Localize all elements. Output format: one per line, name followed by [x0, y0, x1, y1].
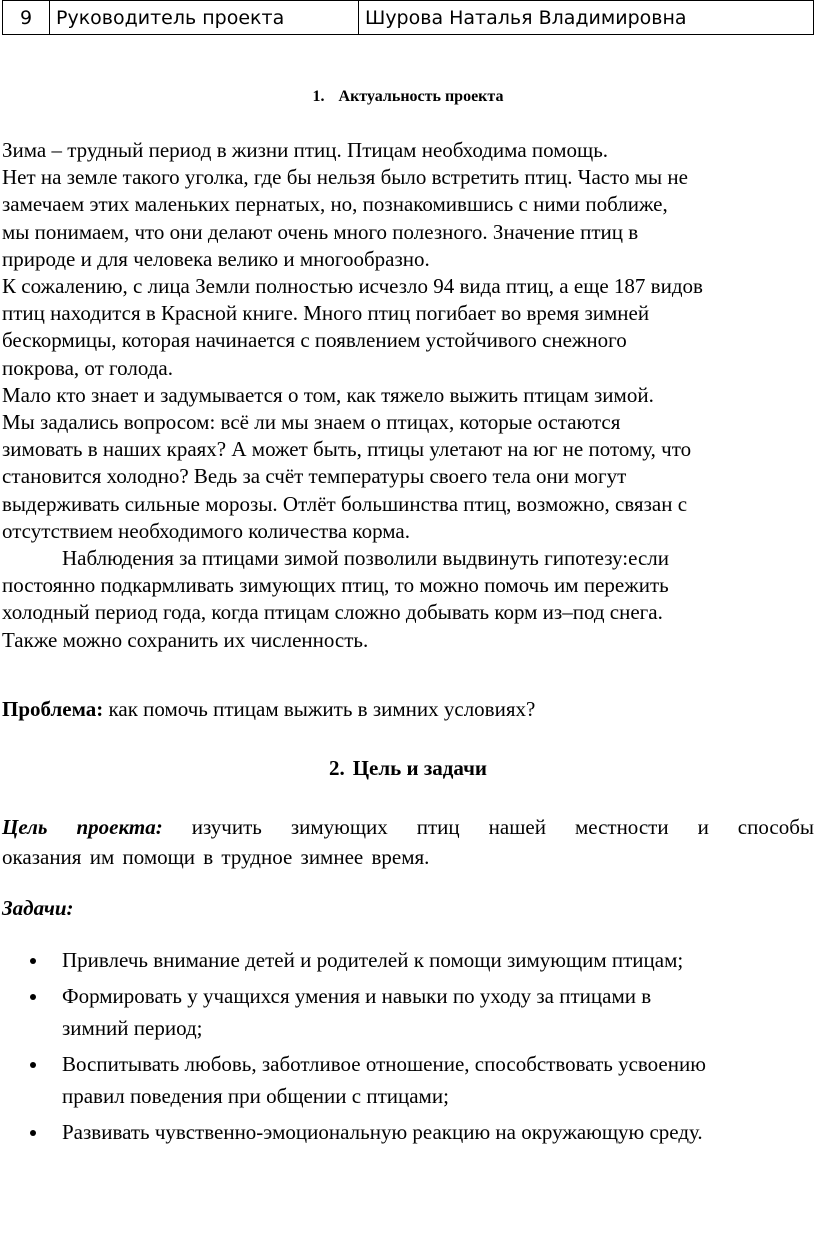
role-cell: Руководитель проекта [50, 1, 359, 35]
tasks-title: Задачи: [2, 896, 74, 920]
list-item [0, 1048, 816, 1112]
intro-line: Зима – трудный период в жизни птиц. Птицам необходима помощь. [2, 138, 609, 162]
task-line: зимний период; [62, 1016, 203, 1040]
intro-line: Мало кто знает и задумывается о том, как тяжело выжить птицам зимой. [2, 382, 654, 407]
section-1-heading [0, 88, 816, 106]
section-1-number: 1. [312, 88, 325, 105]
intro-line: бескормицы, которая начинается с появлением устойчивого снежного [2, 328, 627, 353]
intro-line: холодный период года, когда птицам сложно добывать корм из–под снега. [2, 600, 663, 625]
name-cell: Шурова Наталья Владимировна [359, 1, 814, 35]
intro-text [2, 137, 816, 654]
intro-line: становится холодно? Ведь за счёт температуры своего тела они могут [2, 464, 627, 489]
intro-line: выдерживать сильные морозы. Отлёт большинства птиц, возможно, связан с [2, 491, 688, 516]
goal-label: Цель проекта: [2, 815, 163, 839]
goal-line-1 [2, 812, 814, 842]
task-line: Развивать чувственно-эмоциональную реакцию на окружающую среду. [62, 1120, 703, 1144]
intro-line: К сожалению, с лица Земли полностью исчезло 94 вида птиц, а еще 187 видов [2, 274, 703, 299]
problem-statement [2, 697, 535, 722]
project-goal [2, 812, 814, 872]
intro-line: мы понимаем, что они делают очень много полезного. Значение птиц в [2, 219, 639, 244]
intro-line: Мы задались вопросом: всё ли мы знаем о птицах, которые остаются [2, 410, 621, 435]
task-line: Воспитывать любовь, заботливое отношение, способствовать усвоению [62, 1052, 706, 1076]
goal-text-1: изучить зимующих птиц нашей местности и способы [191, 815, 815, 839]
table-row [3, 1, 814, 35]
list-item [0, 980, 816, 1044]
section-2-number: 2. [328, 756, 345, 780]
tasks-list [0, 944, 816, 1152]
problem-text: как помочь птицам выжить в зимних условиях? [103, 697, 536, 721]
bullet-icon [30, 994, 36, 1000]
section-2-heading [0, 756, 816, 781]
task-line: Формировать у учащихся умения и навыки по уходу за птицами в [62, 984, 652, 1008]
intro-line: отсутствием необходимого количества корма. [2, 518, 410, 543]
intro-line: Также можно сохранить их численность. [2, 627, 369, 652]
intro-line: Нет на земле такого уголка, где бы нельзя было встретить птиц. Часто мы не [2, 165, 688, 190]
intro-line: постоянно подкармливать зимующих птиц, то можно помочь им пережить [2, 573, 669, 598]
intro-line: зимовать в наших краях? А может быть, птицы улетают на юг не потому, что [2, 437, 692, 462]
list-item [0, 1116, 816, 1148]
bullet-icon [30, 1130, 36, 1136]
intro-line: покрова, от голода. [2, 355, 173, 380]
intro-line: Наблюдения за птицами зимой позволили выдвинуть гипотезу:если [62, 546, 669, 571]
task-line: Привлечь внимание детей и родителей к помощи зимующим птицам; [62, 948, 684, 972]
intro-line: замечаем этих маленьких пернатых, но, познакомившись с ними поближе, [2, 192, 668, 217]
row-number: 9 [3, 1, 50, 35]
intro-line: птиц находится в Красной книге. Много птиц погибает во время зимней [2, 301, 650, 326]
list-item [0, 944, 816, 976]
section-1-title: Актуальность проекта [338, 88, 504, 105]
intro-line: природе и для человека велико и многообразно. [2, 246, 430, 271]
problem-label: Проблема: [2, 697, 104, 721]
section-2-title: Цель и задачи [352, 756, 488, 780]
task-line: правил поведения при общении с птицами; [62, 1084, 449, 1108]
goal-text-2: оказания им помощи в трудное зимнее время. [2, 845, 430, 869]
header-table [2, 0, 814, 35]
bullet-icon [30, 1062, 36, 1068]
bullet-icon [30, 958, 36, 964]
